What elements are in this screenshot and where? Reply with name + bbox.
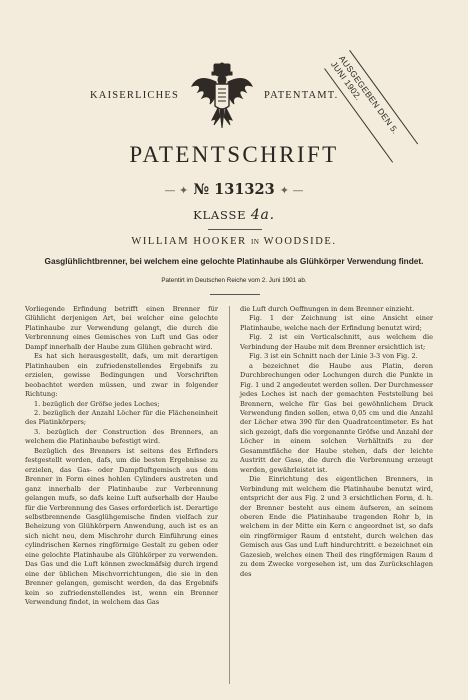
text-column-left (25, 305, 218, 608)
paragraph: Fig. 2 ist ein Verticalschnitt, aus welchem die Verbindung der Haube mit dem Brenner ersichtlich ist; (240, 333, 433, 351)
text-column-right (240, 305, 433, 579)
paragraph: Die Einrichtung des eigentlichen Brenners, in Verbindung mit welchem die Platinhaube benutzt wird, entspricht der aus Fig. 2 und 3 ersichtlichen Form, d. h. der Brenner besteht aus einem äufseren, an seinem oberen Ende die Platinhaube tragenden Rohr b, in welchem in der Mitte ein Kern c angeordnet ist, so dafs ein ringförmiger Raum d entsteht, durch welchen das Gemisch aus Gas und Luft hindurchtritt. e bezeichnet ein Gazesieb, welches einen Theil des ringförmigen Raum d zu dem Zwecke vorgesehen ist, um das Zurückschlagen des (240, 475, 433, 578)
divider-rule (208, 229, 262, 230)
paragraph: Es hat sich herausgestellt, dafs, um mit derartigen Platinhauben ein zufriedenstellendes Ergebnifs zu erzielen, gewisse Bedingungen und Vorschriften beobachtet werden müssen, und zwar in folgender Richtung: (25, 352, 218, 399)
class-label: KLASSE (193, 208, 247, 222)
class-line (0, 207, 468, 223)
header-left: KAISERLICHES (90, 90, 180, 101)
author-place: WOODSIDE. (263, 236, 337, 247)
paragraph: a bezeichnet die Haube aus Platin, deren Durchbrechungen oder Lochungen durch die Punkte in Fig. 1 und 2 angedeutet werden sollen. Der Durchmesser jedes Loches ist nach der gemachten Feststellung bei Brennern, welche für Gas bei gewöhnlichem Druck Verwendung finden sollen, etwa 0,05 cm und die Anzahl der Löcher etwa 390 für den Quadratcentimeter. Es hat sich gezeigt, dafs die vorgenannte Gröfse und Anzahl der Löcher in einem solchen Verhältnifs zu der Gesammtfläche der Haube stehen, dafs der leichte Austritt der Gase, die durch die Verbrennung erzeugt werden, gewährleistet ist. (240, 361, 433, 474)
patent-date-line: Patentirt im Deutschen Reiche vom 2. Juni 1901 ab. (161, 277, 307, 284)
paragraph: Bezüglich des Brenners ist seitens des Erfinders festgestellt worden, dafs, um die besten Ergebnisse zu erzielen, das Gas- oder Dampfluftgemisch aus dem Brenner in Form eines hohlen Cylinders austreten und ganz innerhalb der Platinhaube zur Verbrennung gelangen mufs, so dafs keine Luft aufserhalb der Haube für die Verbrennung des Gases erforderlich ist. Derartige selbstbrennende Gasglühgemische finden vielfach zur Beheizung von Glühkörpern Anwendung, auch ist es an sich nicht neu, dem Mischrohr durch Einführung eines cylindrischen Kernes ringförmige Gestalt zu geben oder eine gelochte Platinhaube als Glühkörper zu verwenden. Das Gas und die Luft können zweckmäfsig durch irgend eine der üblichen Mischvorrichtungen, die sie in den Brenner gelangen, gemischt werden, da das Ergebnifs kein so zufriedenstellendes ist, wenn ein Brenner Verwendung findet, in welchem das Gas (25, 446, 218, 607)
ornament-right: ✦ — (279, 184, 304, 197)
divider-rule (210, 294, 260, 295)
publication-stamp-text: AUSGEGEBEN DEN 5. JUNI 1902. (328, 53, 401, 136)
class-value: 4a. (250, 207, 275, 223)
column-divider (229, 306, 230, 684)
ornament-left: — ✦ (164, 184, 189, 197)
paragraph: Fig. 3 ist ein Schnitt nach der Linie 3-3 von Fig. 2. (249, 352, 418, 361)
patent-number: № 131323 (193, 181, 275, 198)
header-right: PATENTAMT. (264, 90, 339, 101)
patent-number-line (0, 181, 468, 198)
paragraph: 3. bezüglich der Construction des Brenners, an welchem die Platinhaube befestigt wird. (25, 427, 218, 446)
author-in: IN (251, 238, 260, 246)
paragraph: 1. bezüglich der Gröfse jedes Loches; (34, 399, 160, 408)
paragraph: 2. bezüglich der Anzahl Löcher für die Flächeneinheit des Platinkörpers; (25, 408, 218, 427)
invention-title: Gasglühlichtbrenner, bei welchem eine gelochte Platinhaube als Glühkörper Verwendung findet. (44, 256, 424, 266)
document-title: PATENTSCHRIFT (129, 142, 339, 167)
imperial-eagle-emblem (190, 62, 254, 134)
paragraph: Vorliegende Erfindung betrifft einen Brenner für Glühlicht derjenigen Art, bei welcher eine gelochte Platinhaube zur Verwendung gelangt, die durch die Verbrennung eines Gemisches von Luft und Gas oder Dampf innerhalb der Haube zum Glühen gebracht wird. (25, 305, 218, 351)
paragraph: Fig. 1 der Zeichnung ist eine Ansicht einer Platinhaube, welche nach der Erfindung benutzt wird; (240, 314, 433, 332)
paragraph: die Luft durch Oeffnungen in dem Brenner einzieht. (240, 305, 415, 313)
author-name: WILLIAM HOOKER (131, 236, 247, 247)
author-line (0, 236, 468, 247)
